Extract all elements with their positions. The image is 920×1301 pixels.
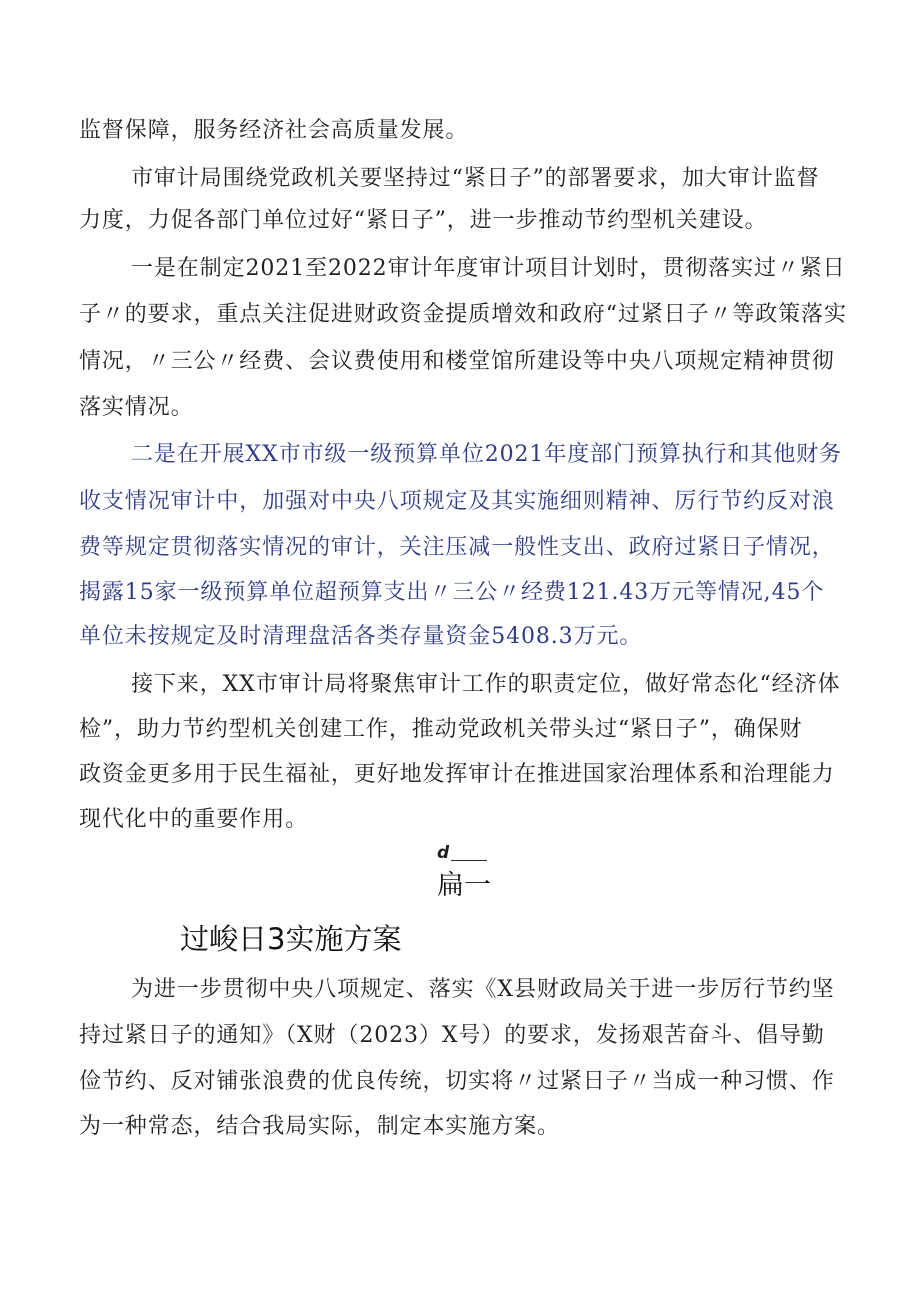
paragraph-line: 监督保障，服务经济社会高质量发展。	[79, 118, 469, 143]
document-heading: 过峻日3实施方案	[180, 922, 402, 956]
divider-rule	[451, 860, 487, 861]
paragraph-line: 落实情况。	[79, 395, 194, 420]
highlighted-paragraph-line: 单位未按规定及时清理盘活各类存量资金5408.3万元。	[79, 624, 643, 649]
paragraph-line: 情况，〃三公〃经费、会议费使用和楼堂馆所建设等中央八项规定精神贯彻	[79, 349, 835, 374]
highlighted-paragraph-line: 二是在开展XX市市级一级预算单位2021年度部门预算执行和其他财务	[131, 442, 843, 467]
paragraph-line: 为进一步贯彻中央八项规定、落实《X县财政局关于进一步厉行节约坚	[131, 977, 835, 1002]
paragraph-line: 俭节约、反对铺张浪费的优良传统，切实将〃过紧日子〃当成一种习惯、作	[79, 1069, 835, 1094]
paragraph-line: 接下来，XX市审计局将聚焦审计工作的职责定位，做好常态化“经济体	[131, 672, 841, 697]
paragraph-line: 持过紧日子的通知》（X财（2023）X号）的要求，发扬艰苦奋斗、倡导勤	[79, 1023, 825, 1048]
section-title: 扁一	[437, 870, 491, 901]
highlighted-paragraph-line: 费等规定贯彻落实情况的审计，关注压减一般性支出、政府过紧日子情况，	[79, 535, 835, 560]
paragraph-line: 力度，力促各部门单位过好“紧日子”，进一步推动节约型机关建设。	[79, 208, 768, 233]
paragraph-line: 子〃的要求，重点关注促进财政资金提质增效和政府“过紧日子〃等政策落实	[79, 302, 847, 327]
paragraph-line: 为一种常态，结合我局实际，制定本实施方案。	[79, 1114, 560, 1139]
paragraph-line: 检”，助力节约型机关创建工作，推动党政机关带头过“紧日子”，确保财	[79, 717, 803, 742]
paragraph-line: 政资金更多用于民生福祉，更好地发挥审计在推进国家治理体系和治理能力	[79, 762, 835, 787]
paragraph-line: 一是在制定2021至2022审计年度审计项目计划时，贯彻落实过〃紧日	[131, 256, 846, 281]
highlighted-paragraph-line: 收支情况审计中，加强对中央八项规定及其实施细则精神、厉行节约反对浪	[79, 489, 835, 514]
paragraph-line: 市审计局围绕党政机关要坚持过“紧日子”的部署要求，加大审计监督	[131, 166, 820, 191]
section-mark: d	[437, 843, 450, 863]
paragraph-line: 现代化中的重要作用。	[79, 807, 309, 832]
highlighted-paragraph-line: 揭露15家一级预算单位超预算支出〃三公〃经费121.43万元等情况,45个	[79, 580, 825, 605]
